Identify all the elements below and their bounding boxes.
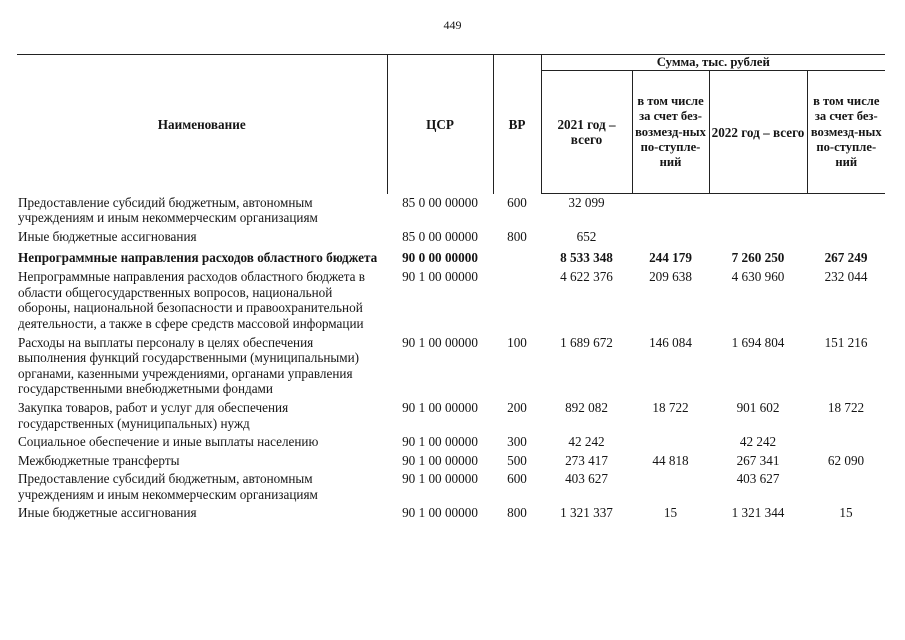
header-vr: ВР: [493, 55, 541, 194]
row-2022-grants: 151 216: [824, 334, 868, 350]
row-csr: 85 0 00 00000: [402, 228, 478, 244]
row-csr: 90 1 00 00000: [402, 452, 478, 468]
page-number: 449: [443, 18, 462, 32]
header-2022-total: 2022 год – всего: [709, 71, 807, 194]
table-row: [17, 268, 885, 333]
row-vr: 500: [507, 452, 527, 468]
row-2021-grants: 244 179: [649, 249, 692, 265]
row-2021-total: 32 099: [568, 195, 605, 211]
row-vr: [493, 247, 541, 269]
row-2021-total: 892 082: [565, 399, 608, 415]
row-2021-grants: [632, 194, 709, 228]
row-2022-grants: 18 722: [827, 399, 865, 415]
row-vr: 300: [507, 434, 527, 450]
row-2021-total: 8 533 348: [560, 249, 613, 265]
row-2022-total: 267 341: [736, 452, 780, 468]
row-2022-grants: 62 090: [827, 452, 865, 468]
header-2021-total: 2021 год – всего: [541, 71, 632, 194]
row-csr: 90 1 00 00000: [402, 269, 478, 285]
row-2021-grants: 18 722: [652, 399, 689, 415]
header-2021-grants: в том числе за счет без-возмезд-ных по-ступле-ний: [632, 71, 709, 194]
row-2022-total: [709, 228, 807, 247]
row-name: Закупка товаров, работ и услуг для обеспечения государственных (муниципальных) нужд: [18, 399, 289, 431]
row-name: Предоставление субсидий бюджетным, автономным учреждениям и иным некоммерческим организациям: [18, 194, 318, 226]
row-vr: 800: [507, 228, 527, 244]
row-name: Иные бюджетные ассигнования: [18, 505, 197, 521]
table-body: [17, 194, 885, 523]
row-name: Иные бюджетные ассигнования: [18, 228, 197, 244]
header-sum-group: Сумма, тыс. рублей: [541, 55, 885, 71]
row-2021-total: 42 242: [568, 434, 605, 450]
row-2022-grants: 15: [839, 505, 853, 521]
row-name: Непрограммные направления расходов областного бюджета: [18, 249, 378, 265]
table-header: [17, 55, 885, 194]
table-row: [17, 433, 885, 452]
row-2022-grants: 232 044: [824, 269, 868, 285]
header-2022-grants: в том числе за счет без-возмезд-ных по-ступле-ний: [807, 71, 885, 194]
row-vr: 800: [507, 505, 527, 521]
row-csr: 90 1 00 00000: [402, 471, 478, 487]
row-csr: 85 0 00 00000: [402, 194, 478, 210]
row-vr: 200: [507, 399, 527, 415]
row-name: Предоставление субсидий бюджетным, автономным учреждениям и иным некоммерческим организациям: [18, 471, 318, 502]
header-name: Наименование: [17, 55, 387, 194]
row-2021-total: 403 627: [565, 471, 608, 487]
row-2022-total: 1 321 344: [731, 505, 785, 521]
row-name: Социальное обеспечение и иные выплаты населению: [18, 434, 319, 450]
row-2021-grants: 15: [663, 505, 678, 521]
row-vr: 100: [507, 334, 527, 350]
budget-table: [17, 54, 885, 523]
row-2022-total: 1 694 804: [731, 334, 785, 350]
row-2021-total: 652: [576, 228, 597, 244]
row-2021-total: 4 622 376: [560, 269, 613, 285]
table-row: [17, 504, 885, 523]
row-2021-grants: [632, 470, 709, 504]
row-vr: 600: [507, 194, 527, 210]
row-2021-grants: [632, 228, 709, 247]
table-row: [17, 247, 885, 269]
row-name: Расходы на выплаты персоналу в целях обеспечения выполнения функций государственными (муниципальными) органами, казенными учреждениями, органами управления государственными внебюджетными фондами: [18, 334, 360, 397]
row-csr: 90 1 00 00000: [402, 334, 478, 350]
row-2022-grants: [807, 470, 885, 504]
row-csr: 90 1 00 00000: [402, 399, 478, 415]
table-row: [17, 452, 885, 471]
table-row: [17, 470, 885, 504]
row-csr: 90 0 00 00000: [402, 249, 478, 265]
row-csr: 90 1 00 00000: [402, 434, 478, 450]
row-2022-grants: [807, 194, 885, 228]
header-csr: ЦСР: [387, 55, 493, 194]
table-row: [17, 399, 885, 433]
row-2022-total: 901 602: [736, 399, 780, 415]
table-row: [17, 228, 885, 247]
row-2022-total: 403 627: [736, 471, 780, 487]
row-2021-grants: 146 084: [649, 334, 692, 350]
row-vr: 600: [507, 471, 527, 487]
row-2021-grants: 209 638: [649, 269, 692, 285]
row-2021-grants: [632, 433, 709, 452]
row-name: Межбюджетные трансферты: [18, 452, 180, 468]
row-2021-grants: 44 818: [652, 452, 689, 468]
row-name: Непрограммные направления расходов областного бюджета в области общегосударственных вопросов, национальной обороны, национальной безопасности и правоохранительной деятельности, а также в сфере средств массовой информации: [18, 269, 366, 331]
row-2022-total: 4 630 960: [731, 269, 785, 285]
row-2021-total: 1 689 672: [560, 334, 613, 350]
row-csr: 90 1 00 00000: [402, 505, 478, 521]
row-2022-grants: [807, 228, 885, 247]
row-2021-total: 1 321 337: [560, 505, 613, 521]
row-2022-grants: [807, 433, 885, 452]
row-2022-total: 42 242: [739, 434, 777, 450]
row-2021-total: 273 417: [565, 452, 608, 468]
row-2022-grants: 267 249: [824, 249, 868, 265]
row-vr: [493, 268, 541, 333]
row-2022-total: [709, 194, 807, 228]
row-2022-total: 7 260 250: [731, 249, 785, 265]
table-row: [17, 334, 885, 399]
table-row: [17, 194, 885, 228]
